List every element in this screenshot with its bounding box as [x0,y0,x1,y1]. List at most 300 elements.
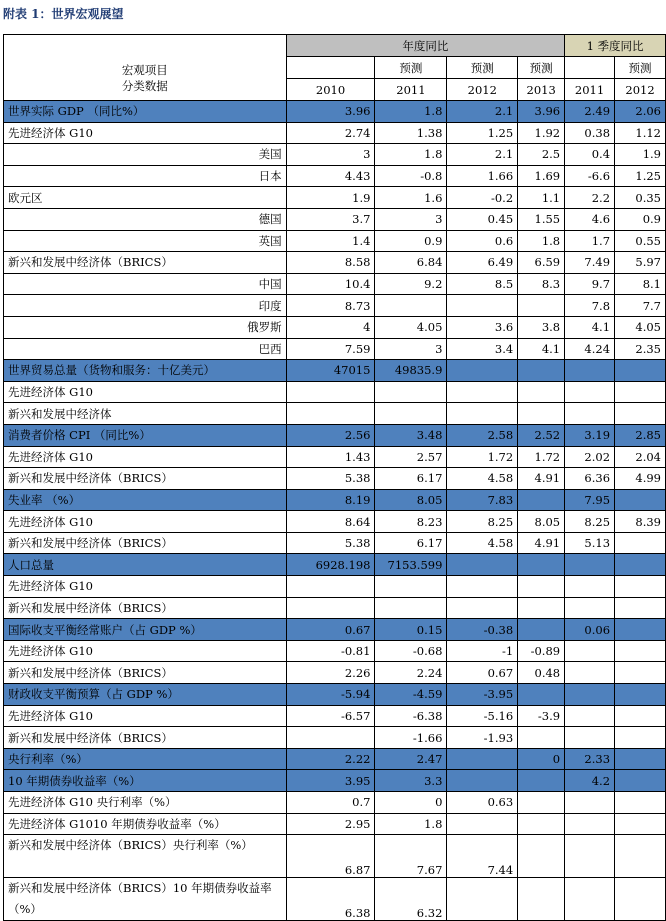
table-row [4,748,666,770]
value-cell: 1.8 [375,144,447,166]
value-cell: 0.45 [447,208,518,230]
value-cell: 1.72 [447,446,518,468]
value-cell: 2.5 [518,144,565,166]
value-cell: 0 [375,792,447,814]
value-cell [615,662,666,684]
value-cell: 4.58 [447,532,518,554]
value-cell: 4.91 [518,468,565,490]
value-cell [518,684,565,706]
value-cell: 4.6 [565,208,615,230]
table-row [4,511,666,533]
value-cell: 2.24 [375,662,447,684]
year-header: 2011 [565,79,615,101]
table-row [4,662,666,684]
table-row [4,640,666,662]
value-cell [615,705,666,727]
row-label: 新兴和发展中经济体（BRICS） [4,597,287,619]
value-cell: 7.67 [375,835,447,878]
row-label: 人口总量 [4,554,287,576]
value-cell: 2.74 [286,122,375,144]
value-cell: 6.87 [286,835,375,878]
value-cell: 1.12 [615,122,666,144]
value-cell [518,813,565,835]
table-row [4,338,666,360]
table-row [4,360,666,382]
value-cell: 7.59 [286,338,375,360]
value-cell [286,403,375,425]
table-row [4,619,666,641]
value-cell [518,576,565,598]
row-label: 中国 [4,273,287,295]
row-label: 世界贸易总量（货物和服务：十亿美元） [4,360,287,382]
table-row [4,792,666,814]
table-row [4,208,666,230]
row-label: 先进经济体 G10 央行利率（%） [4,792,287,814]
year-header: 2012 [615,79,666,101]
value-cell [615,403,666,425]
row-label: 新兴和发展中经济体（BRICS） [4,252,287,274]
value-cell [565,381,615,403]
value-cell [447,360,518,382]
table-row [4,705,666,727]
value-cell [447,748,518,770]
value-cell [518,792,565,814]
table-row [4,316,666,338]
value-cell: 1.8 [518,230,565,252]
value-cell: 0.9 [375,230,447,252]
value-cell: 3.8 [518,316,565,338]
value-cell: 7153.599 [375,554,447,576]
value-cell: -0.81 [286,640,375,662]
value-cell [447,295,518,317]
value-cell: 4.91 [518,532,565,554]
value-cell: 2.26 [286,662,375,684]
table-row [4,252,666,274]
row-label: 新兴和发展中经济体 [4,403,287,425]
table-row [4,381,666,403]
value-cell: 8.64 [286,511,375,533]
value-cell: 6.32 [375,878,447,921]
table-row [4,554,666,576]
row-label: 印度 [4,295,287,317]
value-cell: 2.56 [286,424,375,446]
value-cell: 0.55 [615,230,666,252]
value-cell: 8.73 [286,295,375,317]
value-cell: 2.2 [565,187,615,209]
row-label: 新兴和发展中经济体（BRICS） [4,468,287,490]
value-cell: 0.48 [518,662,565,684]
row-label: 欧元区 [4,187,287,209]
value-cell: 0.9 [615,208,666,230]
value-cell: 1.8 [375,813,447,835]
value-cell: 6.84 [375,252,447,274]
value-cell: 3.95 [286,770,375,792]
row-label: 新兴和发展中经济体（BRICS） [4,662,287,684]
value-cell: 1.8 [375,101,447,123]
table-body [4,101,666,921]
row-label: 先进经济体 G10 [4,446,287,468]
value-cell [615,576,666,598]
row-label: 先进经济体 G10 [4,511,287,533]
value-cell [447,597,518,619]
value-cell: 1.92 [518,122,565,144]
value-cell: 4 [286,316,375,338]
value-cell [615,727,666,749]
header-row-groups [4,35,666,57]
table-row [4,424,666,446]
year-header: 2010 [286,79,375,101]
forecast-flag: 预测 [615,57,666,79]
table-row [4,101,666,123]
value-cell [615,684,666,706]
value-cell [518,554,565,576]
row-label: 先进经济体 G10 [4,576,287,598]
value-cell [375,597,447,619]
table-row [4,489,666,511]
value-cell: 3.96 [518,101,565,123]
value-cell: 1.69 [518,165,565,187]
value-cell: 1.6 [375,187,447,209]
value-cell: -6.38 [375,705,447,727]
value-cell: 1.38 [375,122,447,144]
value-cell: 7.83 [447,489,518,511]
value-cell: 7.44 [447,835,518,878]
value-cell: 8.05 [375,489,447,511]
row-label: 新兴和发展中经济体（BRICS）10 年期债券收益率（%） [4,878,287,921]
row-label: 德国 [4,208,287,230]
forecast-flag: 预测 [447,57,518,79]
value-cell: 3.48 [375,424,447,446]
table-row [4,770,666,792]
table-row [4,273,666,295]
value-cell: 4.1 [565,316,615,338]
value-cell: 2.58 [447,424,518,446]
row-label: 10 年期债券收益率（%） [4,770,287,792]
value-cell [615,792,666,814]
value-cell: 47015 [286,360,375,382]
value-cell: 9.2 [375,273,447,295]
value-cell [615,878,666,921]
row-label: 财政收支平衡预算（占 GDP %） [4,684,287,706]
value-cell [565,684,615,706]
value-cell [447,813,518,835]
value-cell: 2.85 [615,424,666,446]
category-label: 分类数据 [121,78,168,93]
value-cell [286,727,375,749]
group-q1-header: 1 季度同比 [565,35,666,57]
value-cell: 6928.198 [286,554,375,576]
value-cell: -5.94 [286,684,375,706]
value-cell [375,381,447,403]
value-cell: 3 [286,144,375,166]
value-cell [615,619,666,641]
value-cell [375,403,447,425]
year-header: 2011 [375,79,447,101]
row-label: 新兴和发展中经济体（BRICS） [4,727,287,749]
value-cell [447,576,518,598]
forecast-flag: 预测 [375,57,447,79]
value-cell: 4.24 [565,338,615,360]
value-cell [375,295,447,317]
table-row [4,835,666,878]
table-row [4,684,666,706]
value-cell: 7.7 [615,295,666,317]
value-cell: 1.25 [447,122,518,144]
forecast-flag [565,57,615,79]
value-cell: 2.47 [375,748,447,770]
value-cell: -6.6 [565,165,615,187]
value-cell: -5.16 [447,705,518,727]
value-cell: 3.7 [286,208,375,230]
value-cell [447,403,518,425]
group-annual-header: 年度同比 [286,35,564,57]
value-cell: 6.49 [447,252,518,274]
table-row [4,187,666,209]
row-label: 新兴和发展中经济体（BRICS） [4,532,287,554]
value-cell: 0.67 [286,619,375,641]
table-row [4,230,666,252]
value-cell: 9.7 [565,273,615,295]
value-cell: 2.49 [565,101,615,123]
value-cell: 3.4 [447,338,518,360]
value-cell [565,597,615,619]
row-label: 消费者价格 CPI （同比%） [4,424,287,446]
value-cell [615,813,666,835]
table-row [4,122,666,144]
value-cell [565,662,615,684]
value-cell [615,381,666,403]
value-cell: 0.63 [447,792,518,814]
row-label: 巴西 [4,338,287,360]
value-cell [375,576,447,598]
row-label: 世界实际 GDP （同比%） [4,101,287,123]
value-cell: 2.33 [565,748,615,770]
value-cell: 4.05 [615,316,666,338]
row-label: 先进经济体 G10 [4,381,287,403]
value-cell [565,554,615,576]
value-cell: 49835.9 [375,360,447,382]
value-cell: 5.38 [286,532,375,554]
value-cell: 6.38 [286,878,375,921]
value-cell [565,705,615,727]
value-cell: 4.1 [518,338,565,360]
value-cell: 2.35 [615,338,666,360]
value-cell [615,640,666,662]
value-cell: 6.17 [375,468,447,490]
table-row [4,468,666,490]
value-cell: 1.4 [286,230,375,252]
value-cell [518,727,565,749]
value-cell: 2.95 [286,813,375,835]
row-label: 英国 [4,230,287,252]
value-cell [615,489,666,511]
value-cell: 8.23 [375,511,447,533]
table-row [4,813,666,835]
value-cell [565,835,615,878]
value-cell: 1.9 [615,144,666,166]
value-cell [286,576,375,598]
value-cell: -3.95 [447,684,518,706]
table-row [4,144,666,166]
value-cell [518,360,565,382]
value-cell: 8.58 [286,252,375,274]
value-cell [518,597,565,619]
value-cell: 8.1 [615,273,666,295]
value-cell: 1.7 [565,230,615,252]
value-cell: -3.9 [518,705,565,727]
value-cell: 0 [518,748,565,770]
value-cell: 6.17 [375,532,447,554]
value-cell [565,640,615,662]
table-row [4,403,666,425]
value-cell: 2.57 [375,446,447,468]
value-cell [565,403,615,425]
value-cell: -0.68 [375,640,447,662]
value-cell: 0.15 [375,619,447,641]
value-cell [286,381,375,403]
value-cell: -4.59 [375,684,447,706]
value-cell: 2.22 [286,748,375,770]
value-cell: 8.5 [447,273,518,295]
value-cell [518,489,565,511]
value-cell: 5.97 [615,252,666,274]
value-cell [615,748,666,770]
header-item-cell [4,35,287,101]
value-cell [565,360,615,382]
row-label: 俄罗斯 [4,316,287,338]
value-cell [518,878,565,921]
table-row [4,532,666,554]
value-cell: -1 [447,640,518,662]
value-cell: 1.43 [286,446,375,468]
table-row [4,165,666,187]
table-row [4,446,666,468]
value-cell: 7.95 [565,489,615,511]
value-cell: 8.25 [565,511,615,533]
value-cell: 0.67 [447,662,518,684]
value-cell: 3 [375,208,447,230]
table-row [4,878,666,921]
value-cell [286,597,375,619]
macro-outlook-table [3,34,666,921]
value-cell: 1.25 [615,165,666,187]
table-row [4,727,666,749]
value-cell: 2.1 [447,101,518,123]
value-cell: 3 [375,338,447,360]
value-cell [565,878,615,921]
value-cell: -1.93 [447,727,518,749]
value-cell: 0.7 [286,792,375,814]
value-cell: 4.43 [286,165,375,187]
value-cell: 10.4 [286,273,375,295]
value-cell: 1.66 [447,165,518,187]
value-cell [518,619,565,641]
value-cell: 3.19 [565,424,615,446]
value-cell: 7.49 [565,252,615,274]
value-cell: 5.13 [565,532,615,554]
value-cell [518,295,565,317]
value-cell: 0.6 [447,230,518,252]
table-row [4,576,666,598]
value-cell: 6.36 [565,468,615,490]
value-cell: 6.59 [518,252,565,274]
row-label: 国际收支平衡经常账户（占 GDP %） [4,619,287,641]
value-cell [615,835,666,878]
row-label: 美国 [4,144,287,166]
value-cell: -1.66 [375,727,447,749]
value-cell: 2.02 [565,446,615,468]
item-label: 宏观项目 [121,62,168,77]
value-cell: 8.05 [518,511,565,533]
value-cell: 2.52 [518,424,565,446]
value-cell: 1.1 [518,187,565,209]
value-cell [565,813,615,835]
value-cell: 3.3 [375,770,447,792]
value-cell [518,770,565,792]
value-cell: -0.2 [447,187,518,209]
row-label: 先进经济体 G10 [4,640,287,662]
value-cell [447,878,518,921]
value-cell: -0.38 [447,619,518,641]
value-cell [447,554,518,576]
value-cell [565,727,615,749]
value-cell: 0.35 [615,187,666,209]
value-cell: 5.38 [286,468,375,490]
value-cell [565,792,615,814]
value-cell: -0.8 [375,165,447,187]
value-cell [615,360,666,382]
value-cell: 1.55 [518,208,565,230]
value-cell: 0.06 [565,619,615,641]
value-cell: 0.4 [565,144,615,166]
row-label: 新兴和发展中经济体（BRICS）央行利率（%） [4,835,287,878]
value-cell: 8.25 [447,511,518,533]
value-cell: 8.19 [286,489,375,511]
value-cell [615,532,666,554]
value-cell [615,770,666,792]
row-label: 失业率 （%） [4,489,287,511]
value-cell: 1.72 [518,446,565,468]
value-cell: 4.58 [447,468,518,490]
forecast-flag [286,57,375,79]
table-title: 附表 1：世界宏观展望 [3,7,124,21]
value-cell [615,554,666,576]
table-row [4,295,666,317]
value-cell: -6.57 [286,705,375,727]
value-cell [565,576,615,598]
value-cell: 7.8 [565,295,615,317]
value-cell: 8.39 [615,511,666,533]
value-cell: 4.2 [565,770,615,792]
value-cell: 2.04 [615,446,666,468]
forecast-flag: 预测 [518,57,565,79]
value-cell: 8.3 [518,273,565,295]
year-header: 2013 [518,79,565,101]
value-cell [518,381,565,403]
row-label: 先进经济体 G1010 年期债券收益率（%） [4,813,287,835]
value-cell [518,835,565,878]
value-cell: 4.05 [375,316,447,338]
row-label: 央行利率（%） [4,748,287,770]
row-label: 日本 [4,165,287,187]
value-cell: 2.1 [447,144,518,166]
row-label: 先进经济体 G10 [4,122,287,144]
value-cell: 1.9 [286,187,375,209]
value-cell: 3.6 [447,316,518,338]
value-cell [447,381,518,403]
value-cell [447,770,518,792]
value-cell: 4.99 [615,468,666,490]
